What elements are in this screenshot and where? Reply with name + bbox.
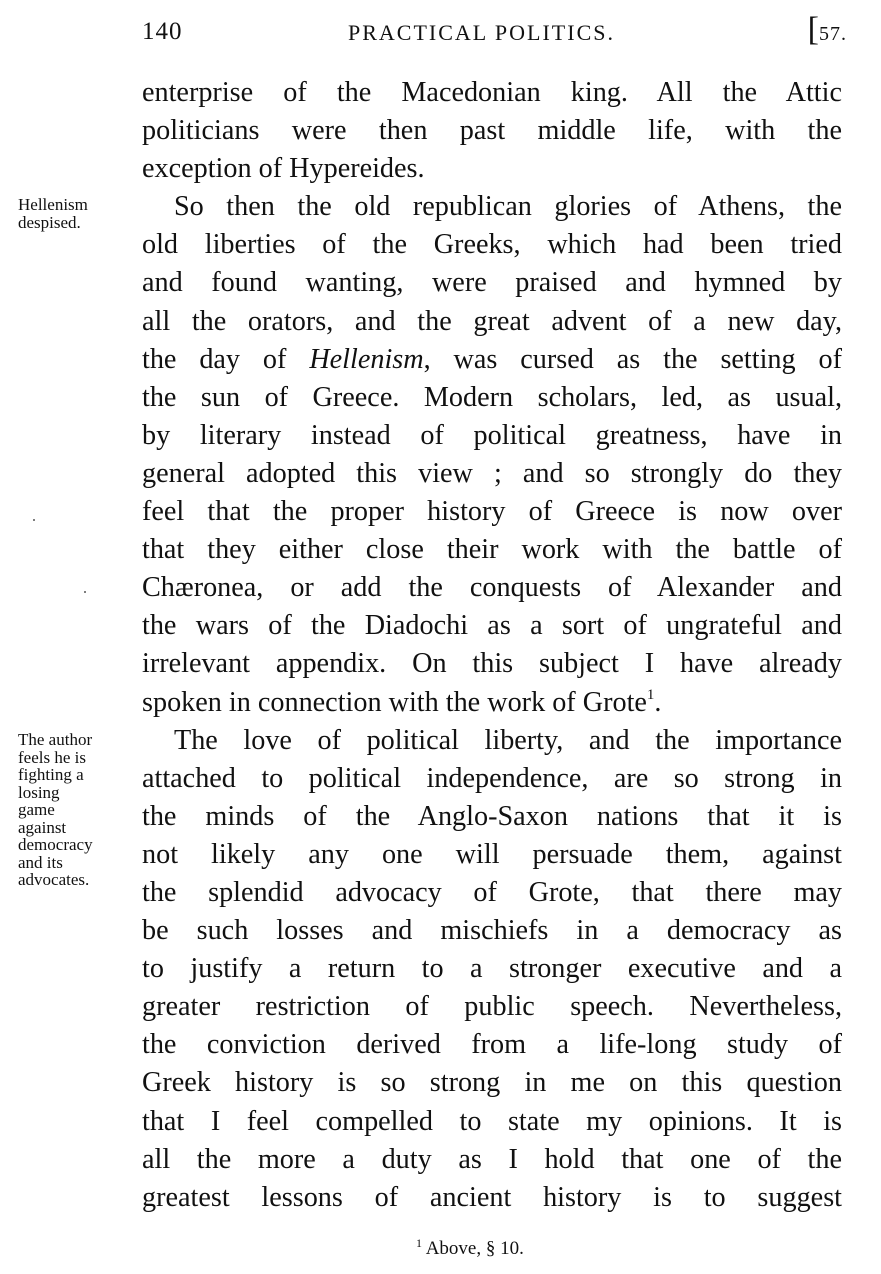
running-title: PRACTICAL POLITICS. — [348, 20, 615, 45]
text-line: exception of Hypereides. — [142, 153, 425, 185]
sidenote-line: game — [18, 800, 55, 819]
text-line: greater restriction of public speech. Nevertheless, — [142, 991, 842, 1023]
print-speck — [33, 519, 35, 521]
text-line: old liberties of the Greeks, which had been tried — [142, 229, 842, 261]
text-run: . — [654, 686, 662, 718]
text-line: the splendid advocacy of Grote, that there may — [142, 876, 842, 908]
sidenote-hellenism — [18, 196, 88, 231]
footnote-marker: 1 — [416, 1236, 422, 1250]
text-line: The love of political liberty, and the importance — [174, 724, 842, 756]
text-line: Greek history is so strong in me on this question — [142, 1067, 842, 1099]
text-line: feel that the proper history of Greece is now over — [142, 496, 842, 528]
text-line — [142, 684, 842, 722]
emphasis-hellenism: Hellenism — [309, 343, 424, 375]
sidenote-author — [18, 731, 93, 889]
text-line: that I feel compelled to state my opinions. It is — [142, 1105, 842, 1137]
text-line: So then the old republican glories of Athens, the — [174, 191, 842, 223]
sidenote-line: Hellenism — [18, 195, 88, 214]
text-line: be such losses and mischiefs in a democracy as — [142, 915, 842, 947]
sidenote-line: democracy — [18, 835, 93, 854]
text-line: enterprise of the Macedonian king. All the Attic — [142, 77, 842, 108]
text-run: spoken in connection with the work of Grote — [142, 686, 647, 718]
text-line: to justify a return to a stronger executive and a — [142, 953, 842, 985]
text-line: greatest lessons of ancient history is to suggest — [142, 1181, 842, 1213]
text-line: the sun of Greece. Modern scholars, led, as usual, — [142, 381, 842, 413]
print-speck — [84, 591, 86, 593]
text-line: by literary instead of political greatness, have in — [142, 419, 842, 451]
section-marker — [807, 11, 847, 48]
sidenote-line: feels he is — [18, 747, 86, 767]
footnote-ref: 1 — [646, 686, 655, 703]
sidenote-line: losing — [18, 782, 60, 802]
footnote-text: Above, § 10. — [425, 1238, 524, 1259]
sidenote-line: advocates. — [18, 870, 90, 889]
text-line: general adopted this view ; and so strongly do they — [142, 457, 842, 489]
section-bracket: [ — [807, 11, 819, 48]
sidenote-line: The author — [18, 730, 93, 749]
text-line: the minds of the Anglo-Saxon nations that it is — [142, 800, 842, 832]
text-line: and found wanting, were praised and hymned by — [142, 267, 842, 299]
footnote — [416, 1238, 524, 1260]
text-line: all the orators, and the great advent of a new day, — [142, 305, 842, 337]
text-line: politicians were then past middle life, with the — [142, 115, 842, 147]
text-run: the day of — [142, 343, 310, 375]
sidenote-line: against — [18, 817, 67, 837]
sidenote-line: and its — [18, 852, 63, 872]
text-line: not likely any one will persuade them, against — [142, 838, 842, 870]
section-number: 57. — [819, 23, 847, 45]
text-line: Chæronea, or add the conquests of Alexander and — [142, 572, 842, 604]
running-header — [142, 11, 847, 54]
sidenote-line: fighting a — [18, 765, 84, 784]
text-line: all the more a duty as I hold that one of the — [142, 1143, 842, 1175]
text-line — [142, 341, 842, 379]
text-line: that they either close their work with the battle of — [142, 534, 842, 566]
main-text — [142, 74, 842, 1217]
text-line: irrelevant appendix. On this subject I have already — [142, 648, 842, 680]
text-line: attached to political independence, are so strong in — [142, 762, 842, 794]
sidenote-line: despised. — [18, 212, 81, 232]
text-run: , was cursed as the setting of — [423, 343, 842, 375]
text-line: the conviction derived from a life-long study of — [142, 1029, 842, 1061]
page-number: 140 — [142, 18, 183, 45]
text-line: the wars of the Diadochi as a sort of ungrateful and — [142, 610, 842, 642]
